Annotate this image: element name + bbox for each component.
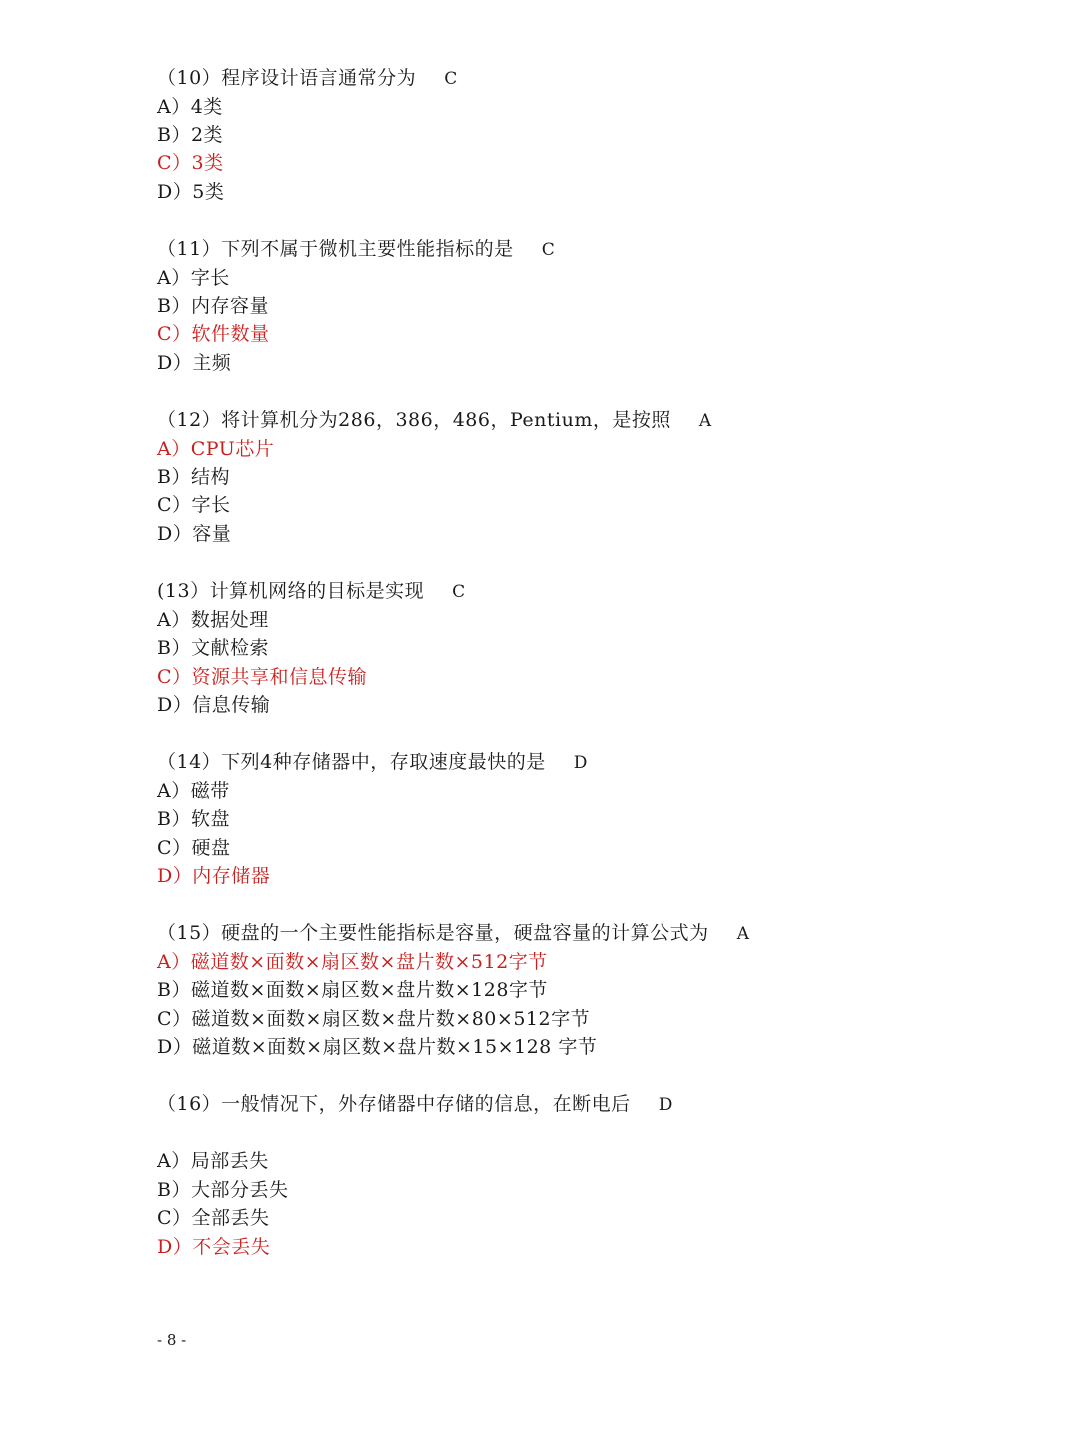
stem-text: （14）下列4种存储器中，存取速度最快的是: [157, 751, 546, 773]
answer-key: C: [541, 240, 556, 260]
answer-key: A: [736, 924, 750, 944]
option-b: B）磁道数×面数×扇区数×盘片数×128字节: [157, 979, 548, 1001]
question-stem: [157, 66, 458, 91]
option-b: B）软盘: [157, 808, 230, 830]
question-stem: [157, 408, 712, 433]
option-d: D）磁道数×面数×扇区数×盘片数×15×128 字节: [157, 1036, 598, 1058]
option-d: D）5类: [157, 181, 225, 203]
question-stem: [157, 1092, 673, 1117]
question-stem: [157, 921, 749, 946]
option-a: A）局部丢失: [157, 1150, 269, 1172]
option-d-correct: D）不会丢失: [157, 1236, 271, 1258]
option-b: B）结构: [157, 466, 230, 488]
stem-text: （11）下列不属于微机主要性能指标的是: [157, 238, 514, 260]
option-c: C）磁道数×面数×扇区数×盘片数×80×512字节: [157, 1008, 591, 1030]
option-b: B）内存容量: [157, 295, 269, 317]
question-stem: [157, 579, 466, 604]
question-stem: [157, 237, 555, 262]
answer-key: A: [698, 411, 712, 431]
option-c: C）全部丢失: [157, 1207, 270, 1229]
answer-key: D: [573, 753, 588, 773]
option-d: D）容量: [157, 523, 232, 545]
option-c: C）硬盘: [157, 837, 231, 859]
option-a-correct: A）磁道数×面数×扇区数×盘片数×512字节: [157, 951, 548, 973]
option-a: A）磁带: [157, 780, 230, 802]
stem-text: (13）计算机网络的目标是实现: [157, 580, 425, 602]
option-d: D）主频: [157, 352, 232, 374]
answer-key: C: [444, 69, 458, 89]
stem-text: （10）程序设计语言通常分为: [157, 67, 417, 89]
option-c-correct: C）3类: [157, 152, 224, 174]
option-a-correct: A）CPU芯片: [157, 438, 275, 460]
option-c: C）字长: [157, 494, 231, 516]
option-d: D）信息传输: [157, 694, 271, 716]
stem-text: （16）一般情况下，外存储器中存储的信息，在断电后: [157, 1093, 631, 1115]
page-number: - 8 -: [157, 1331, 187, 1349]
answer-key: D: [658, 1095, 673, 1115]
stem-text: （15）硬盘的一个主要性能指标是容量，硬盘容量的计算公式为: [157, 922, 709, 944]
option-c-correct: C）资源共享和信息传输: [157, 666, 368, 688]
stem-text: （12）将计算机分为286，386，486，Pentium，是按照: [157, 409, 671, 431]
option-a: A）字长: [157, 267, 230, 289]
option-a: A）4类: [157, 96, 223, 118]
option-b: B）2类: [157, 124, 224, 146]
option-b: B）文献检索: [157, 637, 269, 659]
question-stem: [157, 750, 588, 775]
option-b: B）大部分丢失: [157, 1179, 289, 1201]
option-c-correct: C）软件数量: [157, 323, 270, 345]
option-a: A）数据处理: [157, 609, 269, 631]
answer-key: C: [452, 582, 466, 602]
option-d-correct: D）内存储器: [157, 865, 271, 887]
